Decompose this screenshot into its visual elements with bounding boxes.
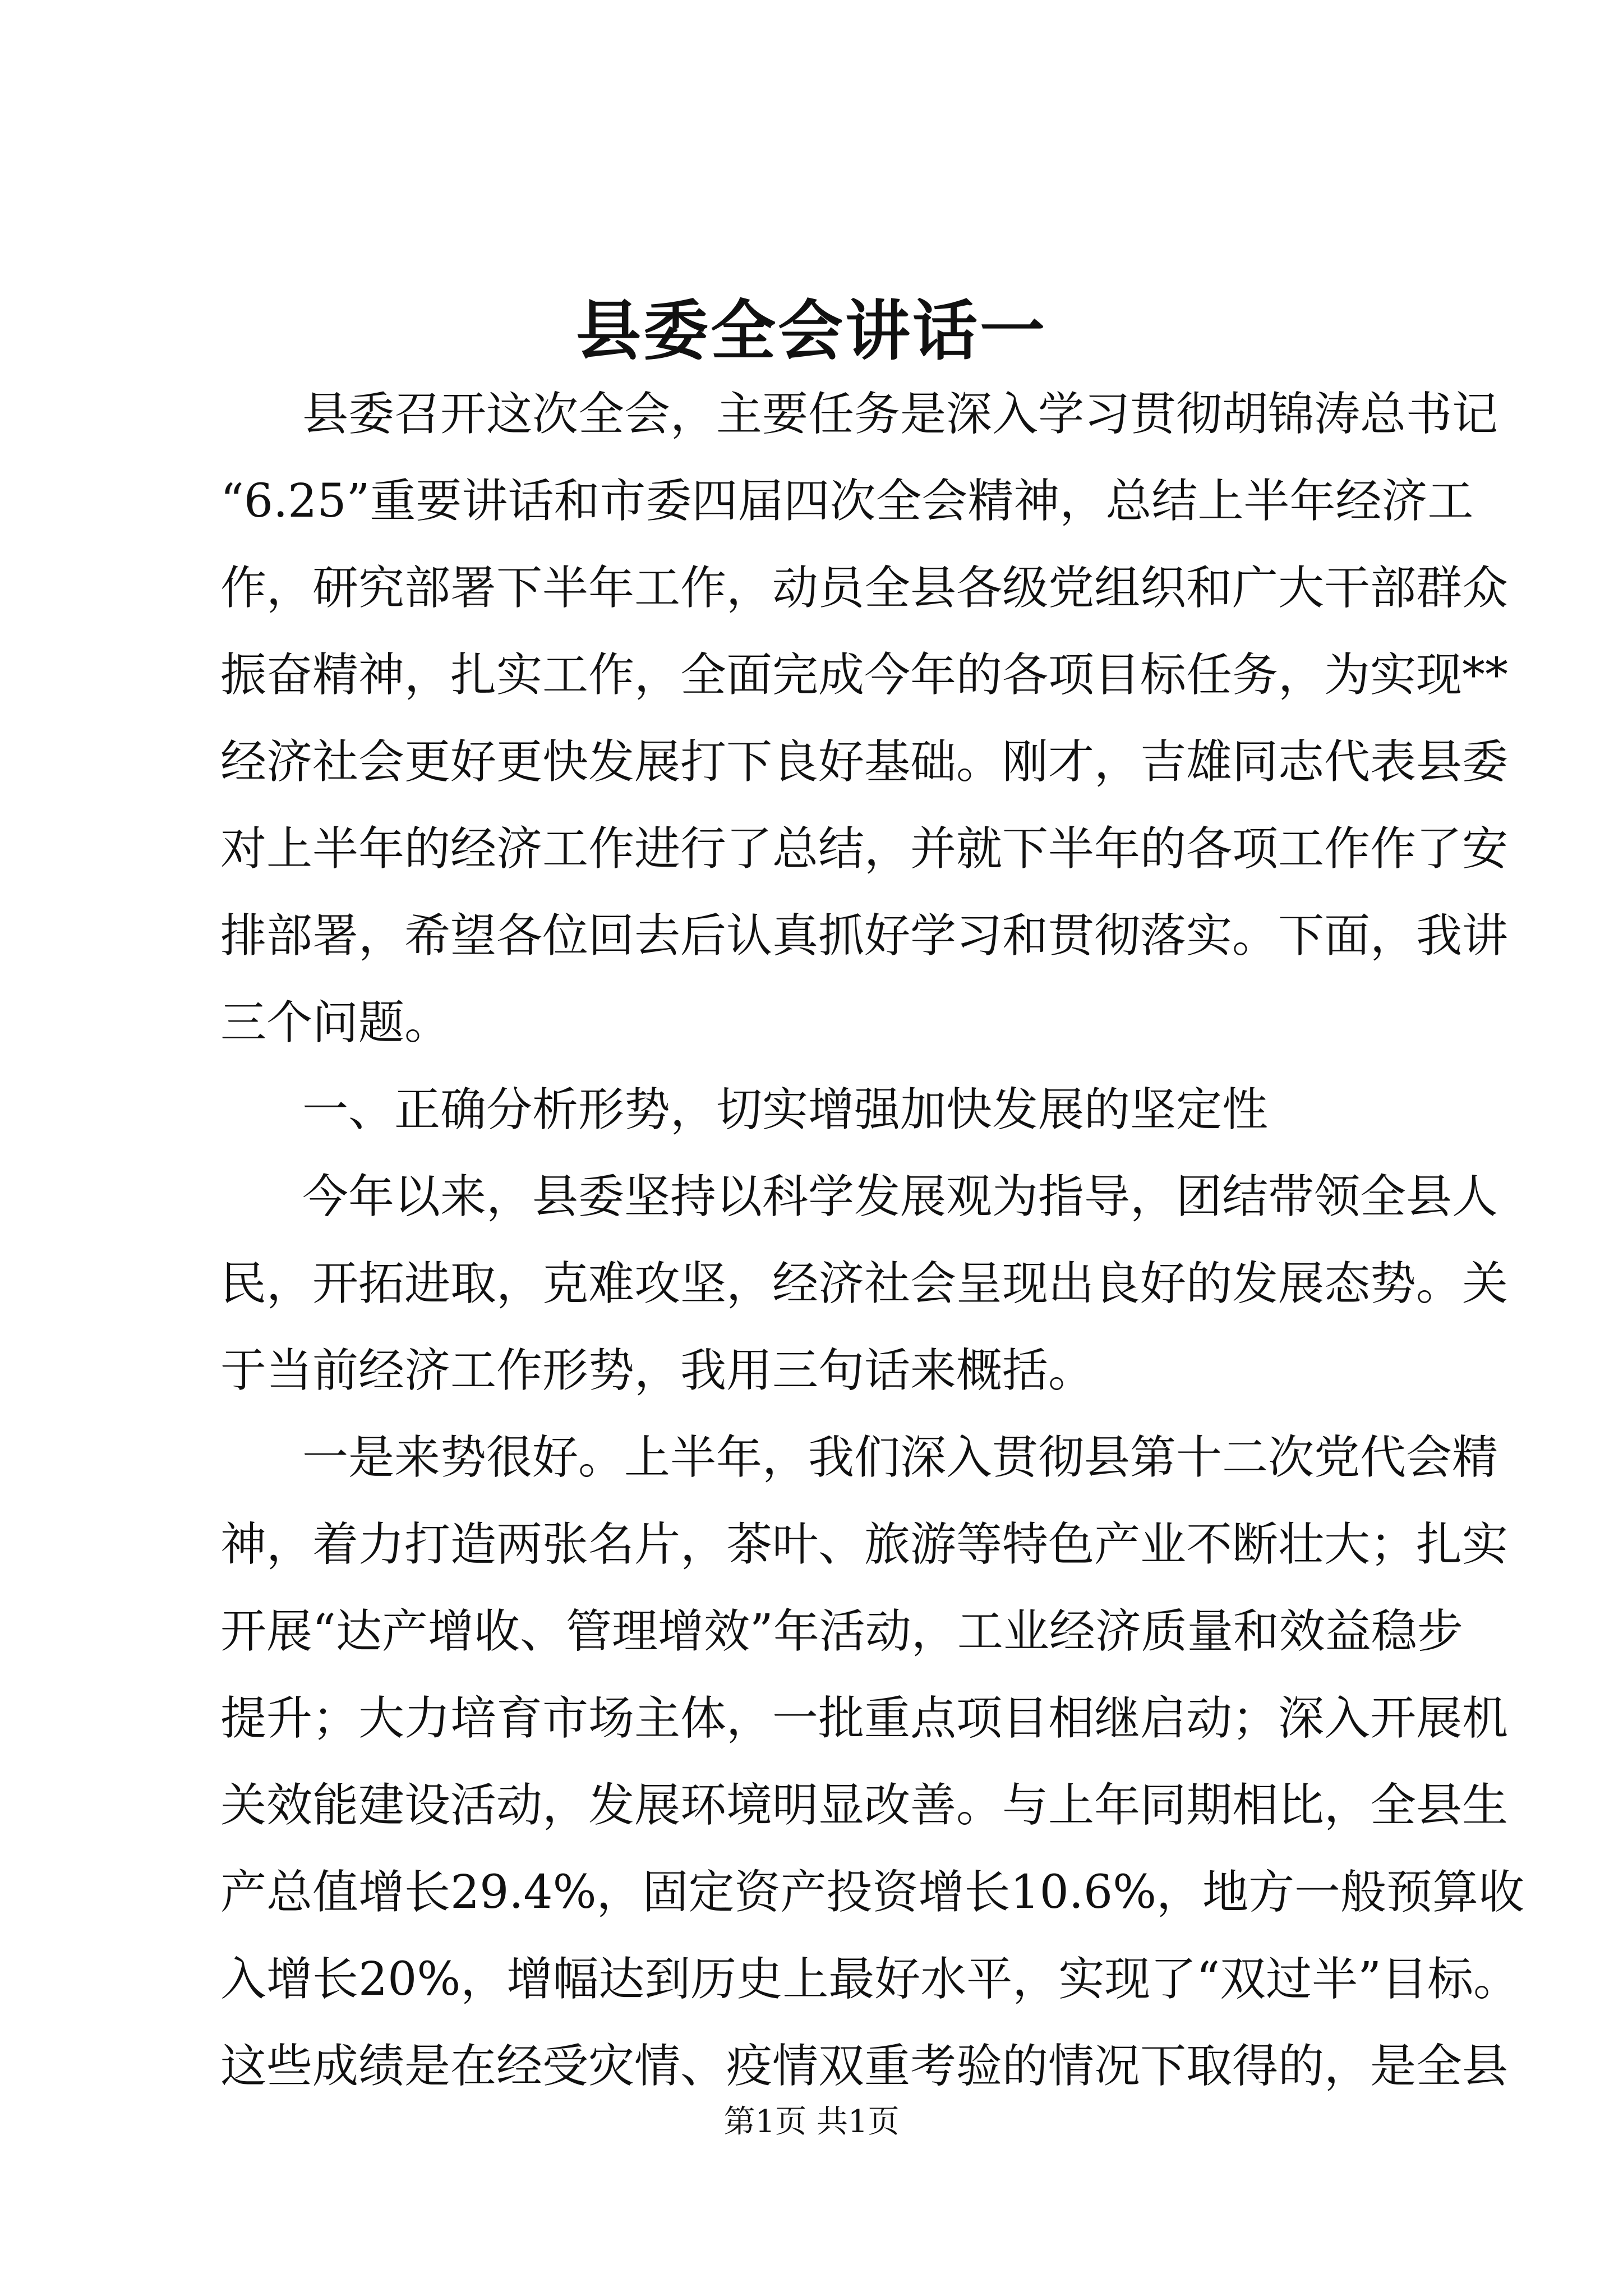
paragraph-1-line-2: “6.25”重要讲话和市委四届四次全会精神，总结上半年经济工 <box>220 475 1474 528</box>
section-heading-1: 一、正确分析形势，切实增强加快发展的坚定性 <box>302 1083 1269 1137</box>
paragraph-3-line-7: 入增长20%，增幅达到历史上最好水平，实现了“双过半”目标。 <box>220 1953 1520 2006</box>
paragraph-3-line-4: 提升；大力培育市场主体，一批重点项目相继启动；深入开展机 <box>220 1692 1509 1745</box>
paragraph-3-line-5: 关效能建设活动，发展环境明显改善。与上年同期相比，全县生 <box>220 1779 1509 1832</box>
paragraph-2-line-2: 民，开拓进取，克难攻坚，经济社会呈现出良好的发展态势。关 <box>220 1257 1509 1310</box>
paragraph-1-line-8: 三个问题。 <box>220 996 451 1050</box>
paragraph-3-line-1: 一是来势很好。上半年，我们深入贯彻县第十二次党代会精 <box>302 1431 1498 1484</box>
paragraph-2-line-1: 今年以来，县委坚持以科学发展观为指导，团结带领全县人 <box>302 1170 1498 1223</box>
paragraph-3-line-6: 产总值增长29.4%，固定资产投资增长10.6%，地方一般预算收 <box>220 1866 1524 1919</box>
paragraph-3-line-2: 神，着力打造两张名片，茶叶、旅游等特色产业不断壮大；扎实 <box>220 1518 1509 1571</box>
paragraph-1-line-6: 对上半年的经济工作进行了总结，并就下半年的各项工作作了安 <box>220 822 1509 876</box>
paragraph-2-line-3: 于当前经济工作形势，我用三句话来概括。 <box>220 1344 1095 1397</box>
paragraph-1-line-1: 县委召开这次全会，主要任务是深入学习贯彻胡锦涛总书记 <box>302 388 1498 441</box>
page-footer: 第1页 共1页 <box>723 2104 900 2140</box>
paragraph-1-line-7: 排部署，希望各位回去后认真抓好学习和贯彻落实。下面，我讲 <box>220 909 1509 963</box>
paragraph-1-line-3: 作，研究部署下半年工作，动员全县各级党组织和广大干部群众 <box>220 562 1509 615</box>
paragraph-3-line-3: 开展“达产增收、管理增效”年活动，工业经济质量和效益稳步 <box>220 1605 1463 1658</box>
paragraph-1-line-5: 经济社会更好更快发展打下良好基础。刚才，吉雄同志代表县委 <box>220 735 1509 789</box>
paragraph-1-line-4: 振奋精神，扎实工作，全面完成今年的各项目标任务，为实现** <box>220 648 1509 702</box>
document-title: 县委全会讲话一 <box>576 293 1047 369</box>
paragraph-3-line-8: 这些成绩是在经受灾情、疫情双重考验的情况下取得的，是全县 <box>220 2040 1509 2093</box>
